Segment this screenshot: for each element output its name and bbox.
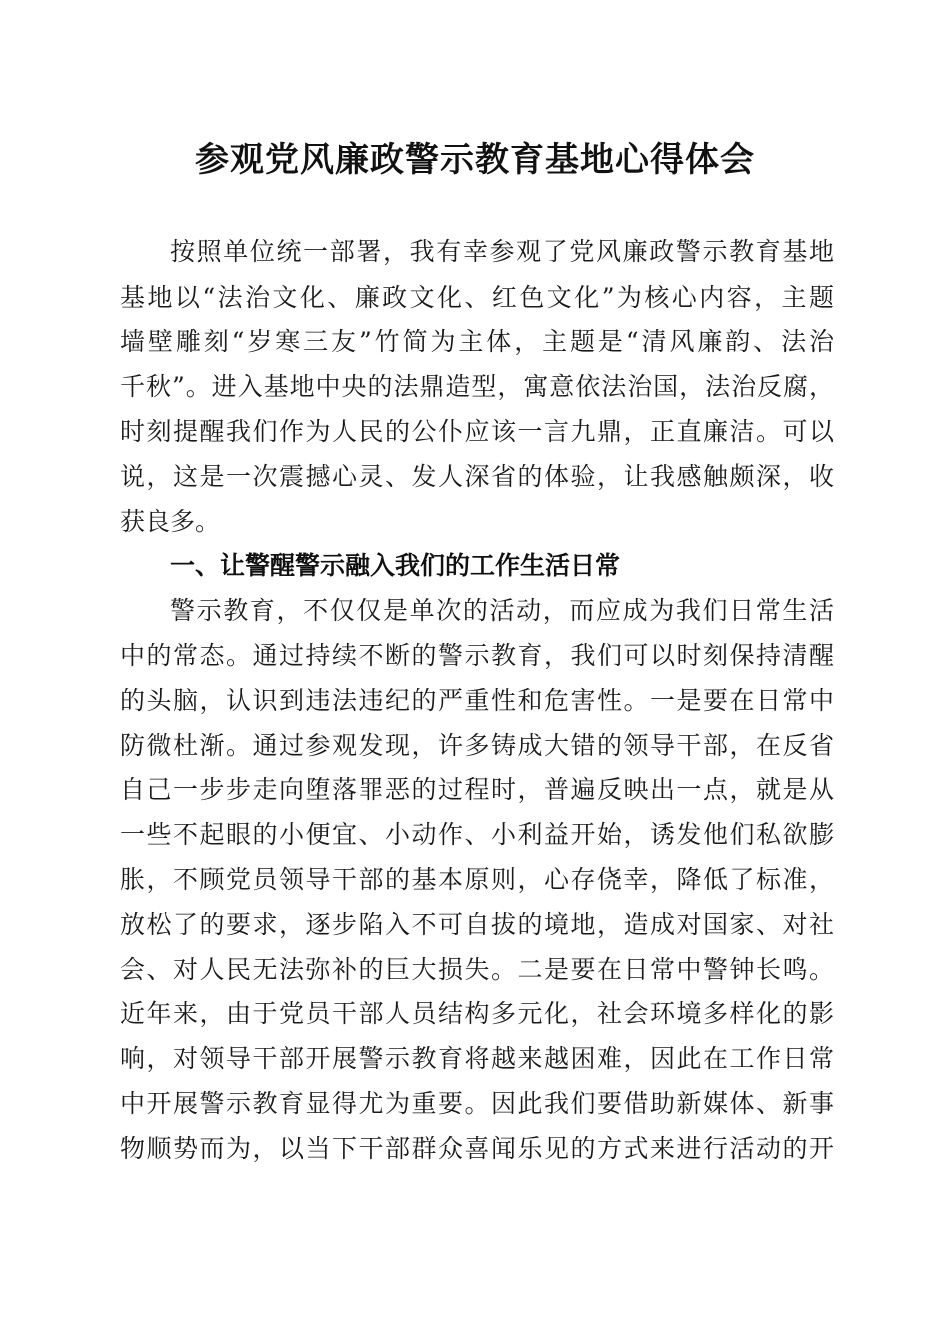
- intro-line-5: 时刻提醒我们作为人民的公仆应该一言九鼎，正直廉洁。可以: [120, 417, 834, 446]
- section1-line-9: 会、对人民无法弥补的巨大损失。二是要在日常中警钟长鸣。: [120, 955, 834, 984]
- section1-line-4: 防微杜渐。通过参观发现，许多铸成大错的领导干部，在反省: [120, 731, 834, 760]
- intro-line-4: 千秋”。进入基地中央的法鼎造型，寓意依法治国，法治反腐，: [120, 372, 834, 401]
- intro-line-6: 说，这是一次震撼心灵、发人深省的体验，让我感触颇深，收: [120, 462, 834, 491]
- section1-line-2: 中的常态。通过持续不断的警示教育，我们可以时刻保持清醒: [120, 641, 834, 670]
- section1-line-8: 放松了的要求，逐步陷入不可自拔的境地，造成对国家、对社: [120, 910, 834, 939]
- section1-line-10: 近年来，由于党员干部人员结构多元化，社会环境多样化的影: [120, 999, 834, 1028]
- section1-line-7: 胀，不顾党员领导干部的基本原则，心存侥幸，降低了标准，: [120, 865, 834, 894]
- intro-line-2: 基地以“法治文化、廉政文化、红色文化”为核心内容，主题: [120, 283, 834, 312]
- intro-line-7: 获良多。: [120, 507, 221, 536]
- intro-line-3: 墙壁雕刻“岁寒三友”竹简为主体，主题是“清风廉韵、法治: [120, 327, 834, 356]
- section-heading: 一、让警醒警示融入我们的工作生活日常: [170, 551, 621, 580]
- section1-line-11: 响，对领导干部开展警示教育将越来越困难，因此在工作日常: [120, 1044, 834, 1073]
- section1-line-12: 中开展警示教育显得尤为重要。因此我们要借助新媒体、新事: [120, 1089, 834, 1118]
- intro-line-1: 按照单位统一部署，我有幸参观了党风廉政警示教育基地: [170, 237, 834, 266]
- document-title: 参观党风廉政警示教育基地心得体会: [195, 140, 755, 180]
- section1-line-6: 一些不起眼的小便宜、小动作、小利益开始，诱发他们私欲膨: [120, 820, 834, 849]
- section1-line-3: 的头脑，认识到违法违纪的严重性和危害性。一是要在日常中: [120, 686, 834, 715]
- section1-line-13: 物顺势而为，以当下干部群众喜闻乐见的方式来进行活动的开: [120, 1134, 834, 1163]
- section1-line-1: 警示教育，不仅仅是单次的活动，而应成为我们日常生活: [170, 596, 834, 625]
- section1-line-5: 自己一步步走向堕落罪恶的过程时，普遍反映出一点，就是从: [120, 775, 834, 804]
